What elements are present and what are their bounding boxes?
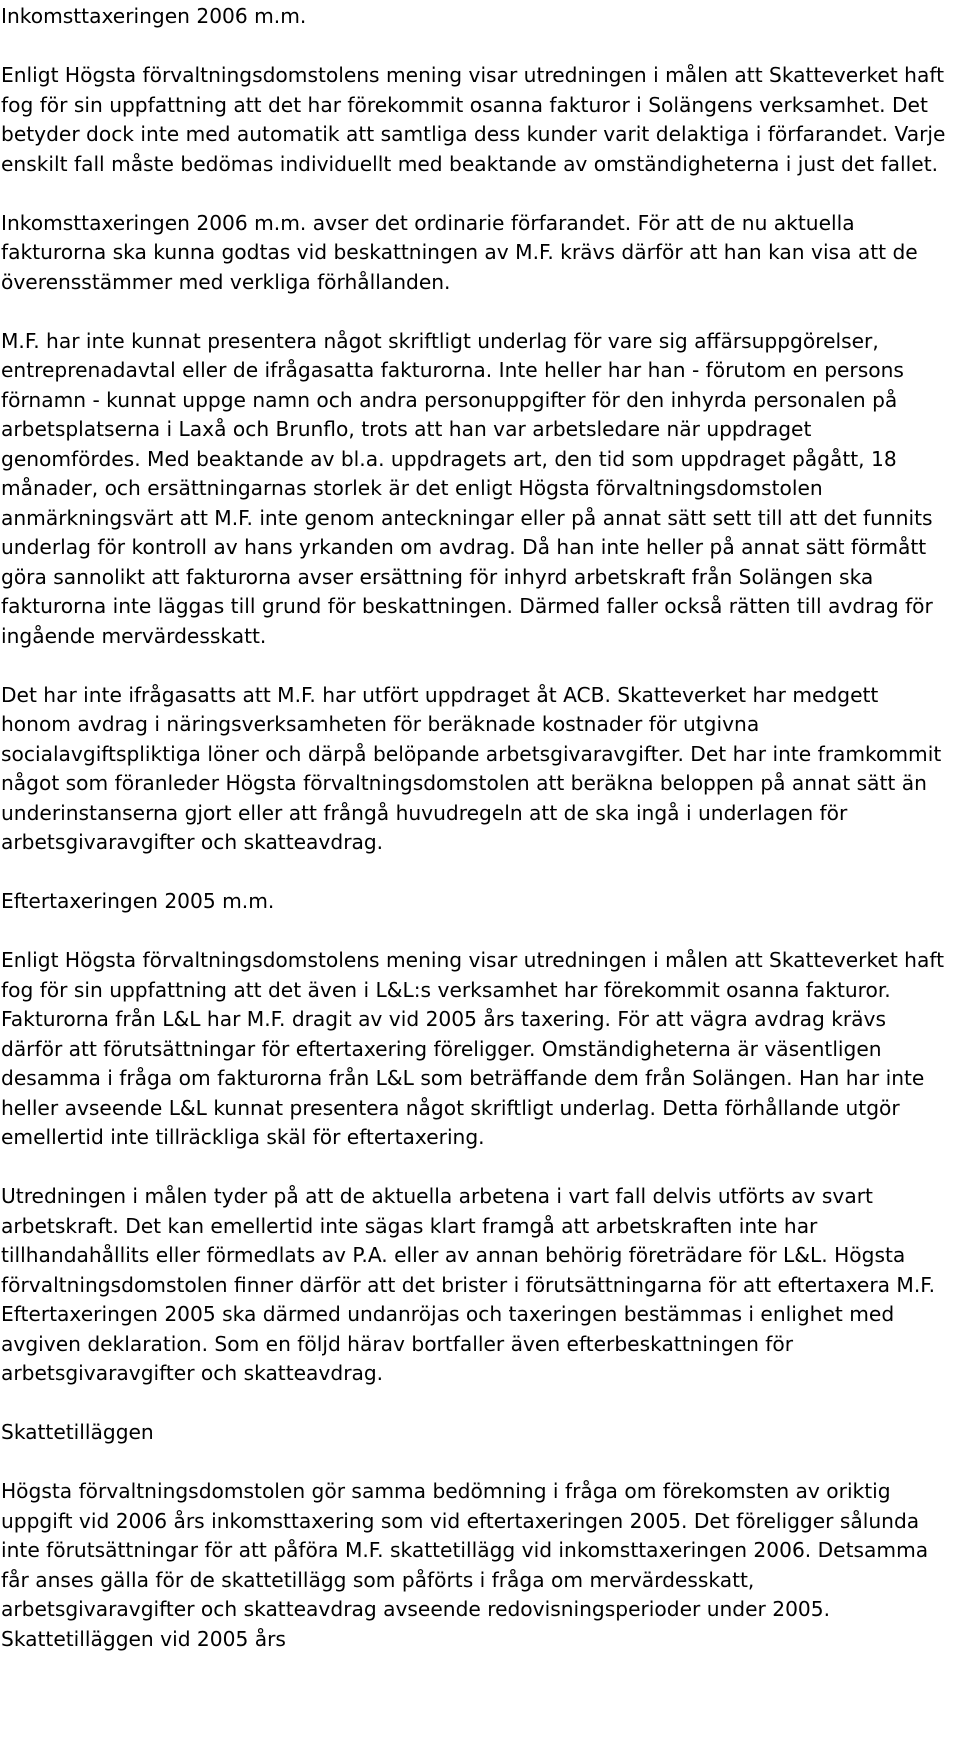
paragraph: Högsta förvaltningsdomstolen gör samma bedömning i fråga om förekomsten av oriktig uppgift vid 2006 års inkomsttaxering som vid eftertaxeringen 2005. Det föreligger sålunda inte förutsättningar för att påföra M.F. skattetillägg vid inkomsttaxeringen 2006. Detsamma får anses gälla för de skattetillägg som påförts i fråga om mervärdesskatt, arbetsgivaravgifter och skatteavdrag avseende redovisningsperioder under 2005. Skattetilläggen vid 2005 års bbox=[1, 1479, 929, 1651]
paragraph: Enligt Högsta förvaltningsdomstolens mening visar utredningen i målen att Skatteverket haft fog för sin uppfattning att det även i L&L:s verksamhet har förekommit osanna fakturor. Fakturorna från L&L har M.F. dragit av vid 2005 års taxering. För att vägra avdrag krävs därför att förutsättningar för eftertaxering föreligger. Omständigheterna är väsentligen desamma i fråga om fakturorna från L&L som beträffande dem från Solängen. Han har inte heller avseende L&L kunnat presentera något skriftligt underlag. Detta förhållande utgör emellertid inte tillräckliga skäl för eftertaxering. bbox=[1, 948, 945, 1149]
paragraph: M.F. har inte kunnat presentera något skriftligt underlag för vare sig affärsuppgörelser, entreprenadavtal eller de ifrågasatta fakturorna. Inte heller har han - förutom en persons förnamn - kunnat uppge namn och andra personuppgifter för den inhyrda personalen på arbetsplatserna i Laxå och Brunflo, trots att han var arbetsledare när uppdraget genomfördes. Med beaktande av bl.a. uppdragets art, den tid som uppdraget pågått, 18 månader, och ersättningarnas storlek är det enligt Högsta förvaltningsdomstolen anmärkningsvärt att M.F. inte genom anteckningar eller på annat sätt sett till att det funnits underlag för kontroll av hans yrkanden om avdrag. Då han inte heller på annat sätt förmått göra sannolikt att fakturorna avser ersättning för inhyrd arbetskraft från Solängen ska fakturorna inte läggas till grund för beskattningen. Därmed faller också rätten till avdrag för ingående mervärdesskatt. bbox=[1, 328, 933, 648]
section-heading: Skattetilläggen bbox=[1, 1420, 154, 1444]
paragraph: Inkomsttaxeringen 2006 m.m. avser det ordinarie förfarandet. För att de nu aktuella fakturorna ska kunna godtas vid beskattningen av M.F. krävs därför att han kan visa att de överensstämmer med verkliga förhållanden. bbox=[1, 210, 918, 294]
paragraph: Det har inte ifrågasatts att M.F. har utfört uppdraget åt ACB. Skatteverket har medgett honom avdrag i näringsverksamheten för beräknade kostnader för utgivna socialavgiftspliktiga löner och därpå belöpande arbetsgivaravgifter. Det har inte framkommit något som föranleder Högsta förvaltningsdomstolen att beräkna beloppen på annat sätt än underinstanserna gjort eller att frångå huvudregeln att de ska ingå i underlagen för arbetsgivaravgifter och skatteavdrag. bbox=[1, 682, 942, 854]
paragraph: Enligt Högsta förvaltningsdomstolens mening visar utredningen i målen att Skatteverket haft fog för sin uppfattning att det har förekommit osanna fakturor i Solängens verksamhet. Det betyder dock inte med automatik att samtliga dess kunder varit delaktiga i förfarandet. Varje enskilt fall måste bedömas individuellt med beaktande av omständigheterna i just det fallet. bbox=[1, 63, 946, 176]
section-inkomsttaxeringen-2006 bbox=[1, 2, 950, 858]
section-skattetillaggen bbox=[1, 1418, 950, 1654]
section-eftertaxeringen-2005 bbox=[1, 887, 950, 1389]
paragraph: Utredningen i målen tyder på att de aktuella arbetena i vart fall delvis utförts av svart arbetskraft. Det kan emellertid inte sägas klart framgå att arbetskraften inte har tillhandahållits eller förmedlats av P.A. eller av annan behörig företrädare för L&L. Högsta förvaltningsdomstolen finner därför att det brister i förutsättningarna för att eftertaxera M.F. Eftertaxeringen 2005 ska därmed undanröjas och taxeringen bestämmas i enlighet med avgiven deklaration. Som en följd härav bortfaller även efterbeskattningen för arbetsgivaravgifter och skatteavdrag. bbox=[1, 1184, 936, 1385]
section-heading: Inkomsttaxeringen 2006 m.m. bbox=[1, 4, 307, 28]
section-heading: Eftertaxeringen 2005 m.m. bbox=[1, 889, 275, 913]
